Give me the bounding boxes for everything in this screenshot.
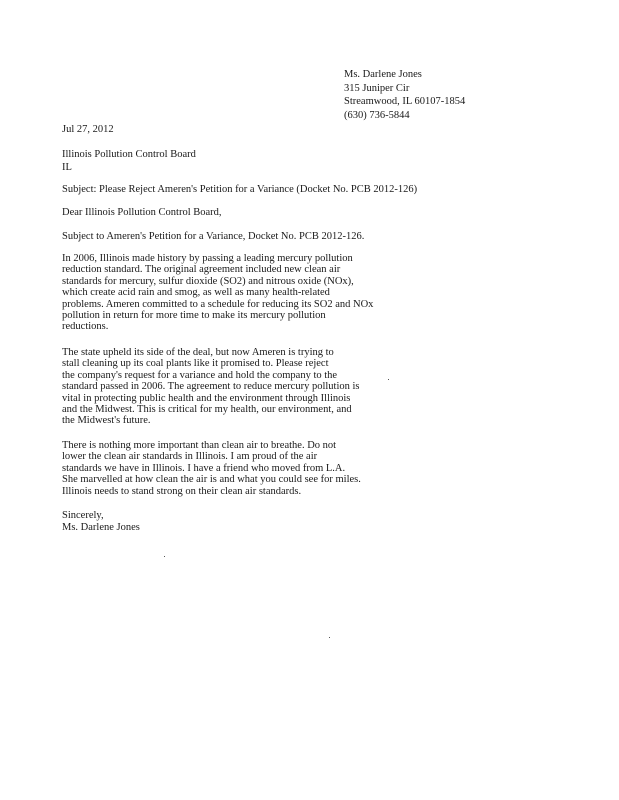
paragraph-line: vital in protecting public health and the environment through Illinois xyxy=(62,392,351,404)
paragraph-line: and the Midwest. This is critical for my health, our environment, and xyxy=(62,404,352,416)
paragraph-line: standard passed in 2006. The agreement to reduce mercury pollution is xyxy=(62,381,360,393)
paragraph-line: Illinois needs to stand strong on their clean air standards. xyxy=(62,485,302,497)
paragraph-line: stall cleaning up its coal plants like it promised to. Please reject xyxy=(62,358,329,370)
paragraph-line: problems. Ameren committed to a schedule for reducing its SO2 and NOx xyxy=(62,298,374,310)
body-paragraph-1 xyxy=(62,253,373,333)
scan-speck xyxy=(388,379,389,380)
sender-name: Ms. Darlene Jones xyxy=(344,69,422,80)
paragraph-line: pollution in return for more time to make its mercury pollution xyxy=(62,310,326,322)
paragraph-line: The state upheld its side of the deal, but now Ameren is trying to xyxy=(62,347,334,358)
paragraph-line: lower the clean air standards in Illinois. I am proud of the air xyxy=(62,451,318,463)
sender-address-block xyxy=(344,68,465,122)
sender-city-line: Streamwood, IL 60107-1854 xyxy=(344,96,466,107)
body-paragraph-2 xyxy=(62,347,360,427)
subject-line: Subject: Please Reject Ameren's Petition for a Variance (Docket No. PCB 2012-126) xyxy=(62,184,418,195)
salutation: Dear Illinois Pollution Control Board, xyxy=(62,207,222,218)
closing: Sincerely, xyxy=(62,510,104,521)
paragraph-line: the company's request for a variance and hold the company to the xyxy=(62,369,338,381)
letter-date: Jul 27, 2012 xyxy=(62,124,114,135)
reference-line: Subject to Ameren's Petition for a Variance, Docket No. PCB 2012-126. xyxy=(62,231,365,242)
paragraph-line: reduction standard. The original agreement included new clean air xyxy=(62,264,341,276)
paragraph-line: In 2006, Illinois made history by passing a leading mercury pollution xyxy=(62,253,353,264)
scan-speck xyxy=(164,556,165,557)
paragraph-line: the Midwest's future. xyxy=(62,415,151,427)
paragraph-line: There is nothing more important than clean air to breathe. Do not xyxy=(62,440,337,451)
paragraph-line: standards we have in Illinois. I have a friend who moved from L.A. xyxy=(62,462,346,474)
body-paragraph-3 xyxy=(62,440,361,497)
paragraph-line: standards for mercury, sulfur dioxide (SO2) and nitrous oxide (NOx), xyxy=(62,275,354,287)
paragraph-line: reductions. xyxy=(62,321,109,333)
scan-speck xyxy=(329,637,330,638)
paragraph-line: She marvelled at how clean the air is and what you could see for miles. xyxy=(62,474,361,486)
signature-name: Ms. Darlene Jones xyxy=(62,522,140,533)
sender-street: 315 Juniper Cir xyxy=(344,82,410,94)
paragraph-line: which create acid rain and smog, as well as many health-related xyxy=(62,287,330,299)
sender-phone: (630) 736-5844 xyxy=(344,109,410,121)
recipient-org: Illinois Pollution Control Board xyxy=(62,149,196,160)
recipient-state: IL xyxy=(62,162,72,173)
